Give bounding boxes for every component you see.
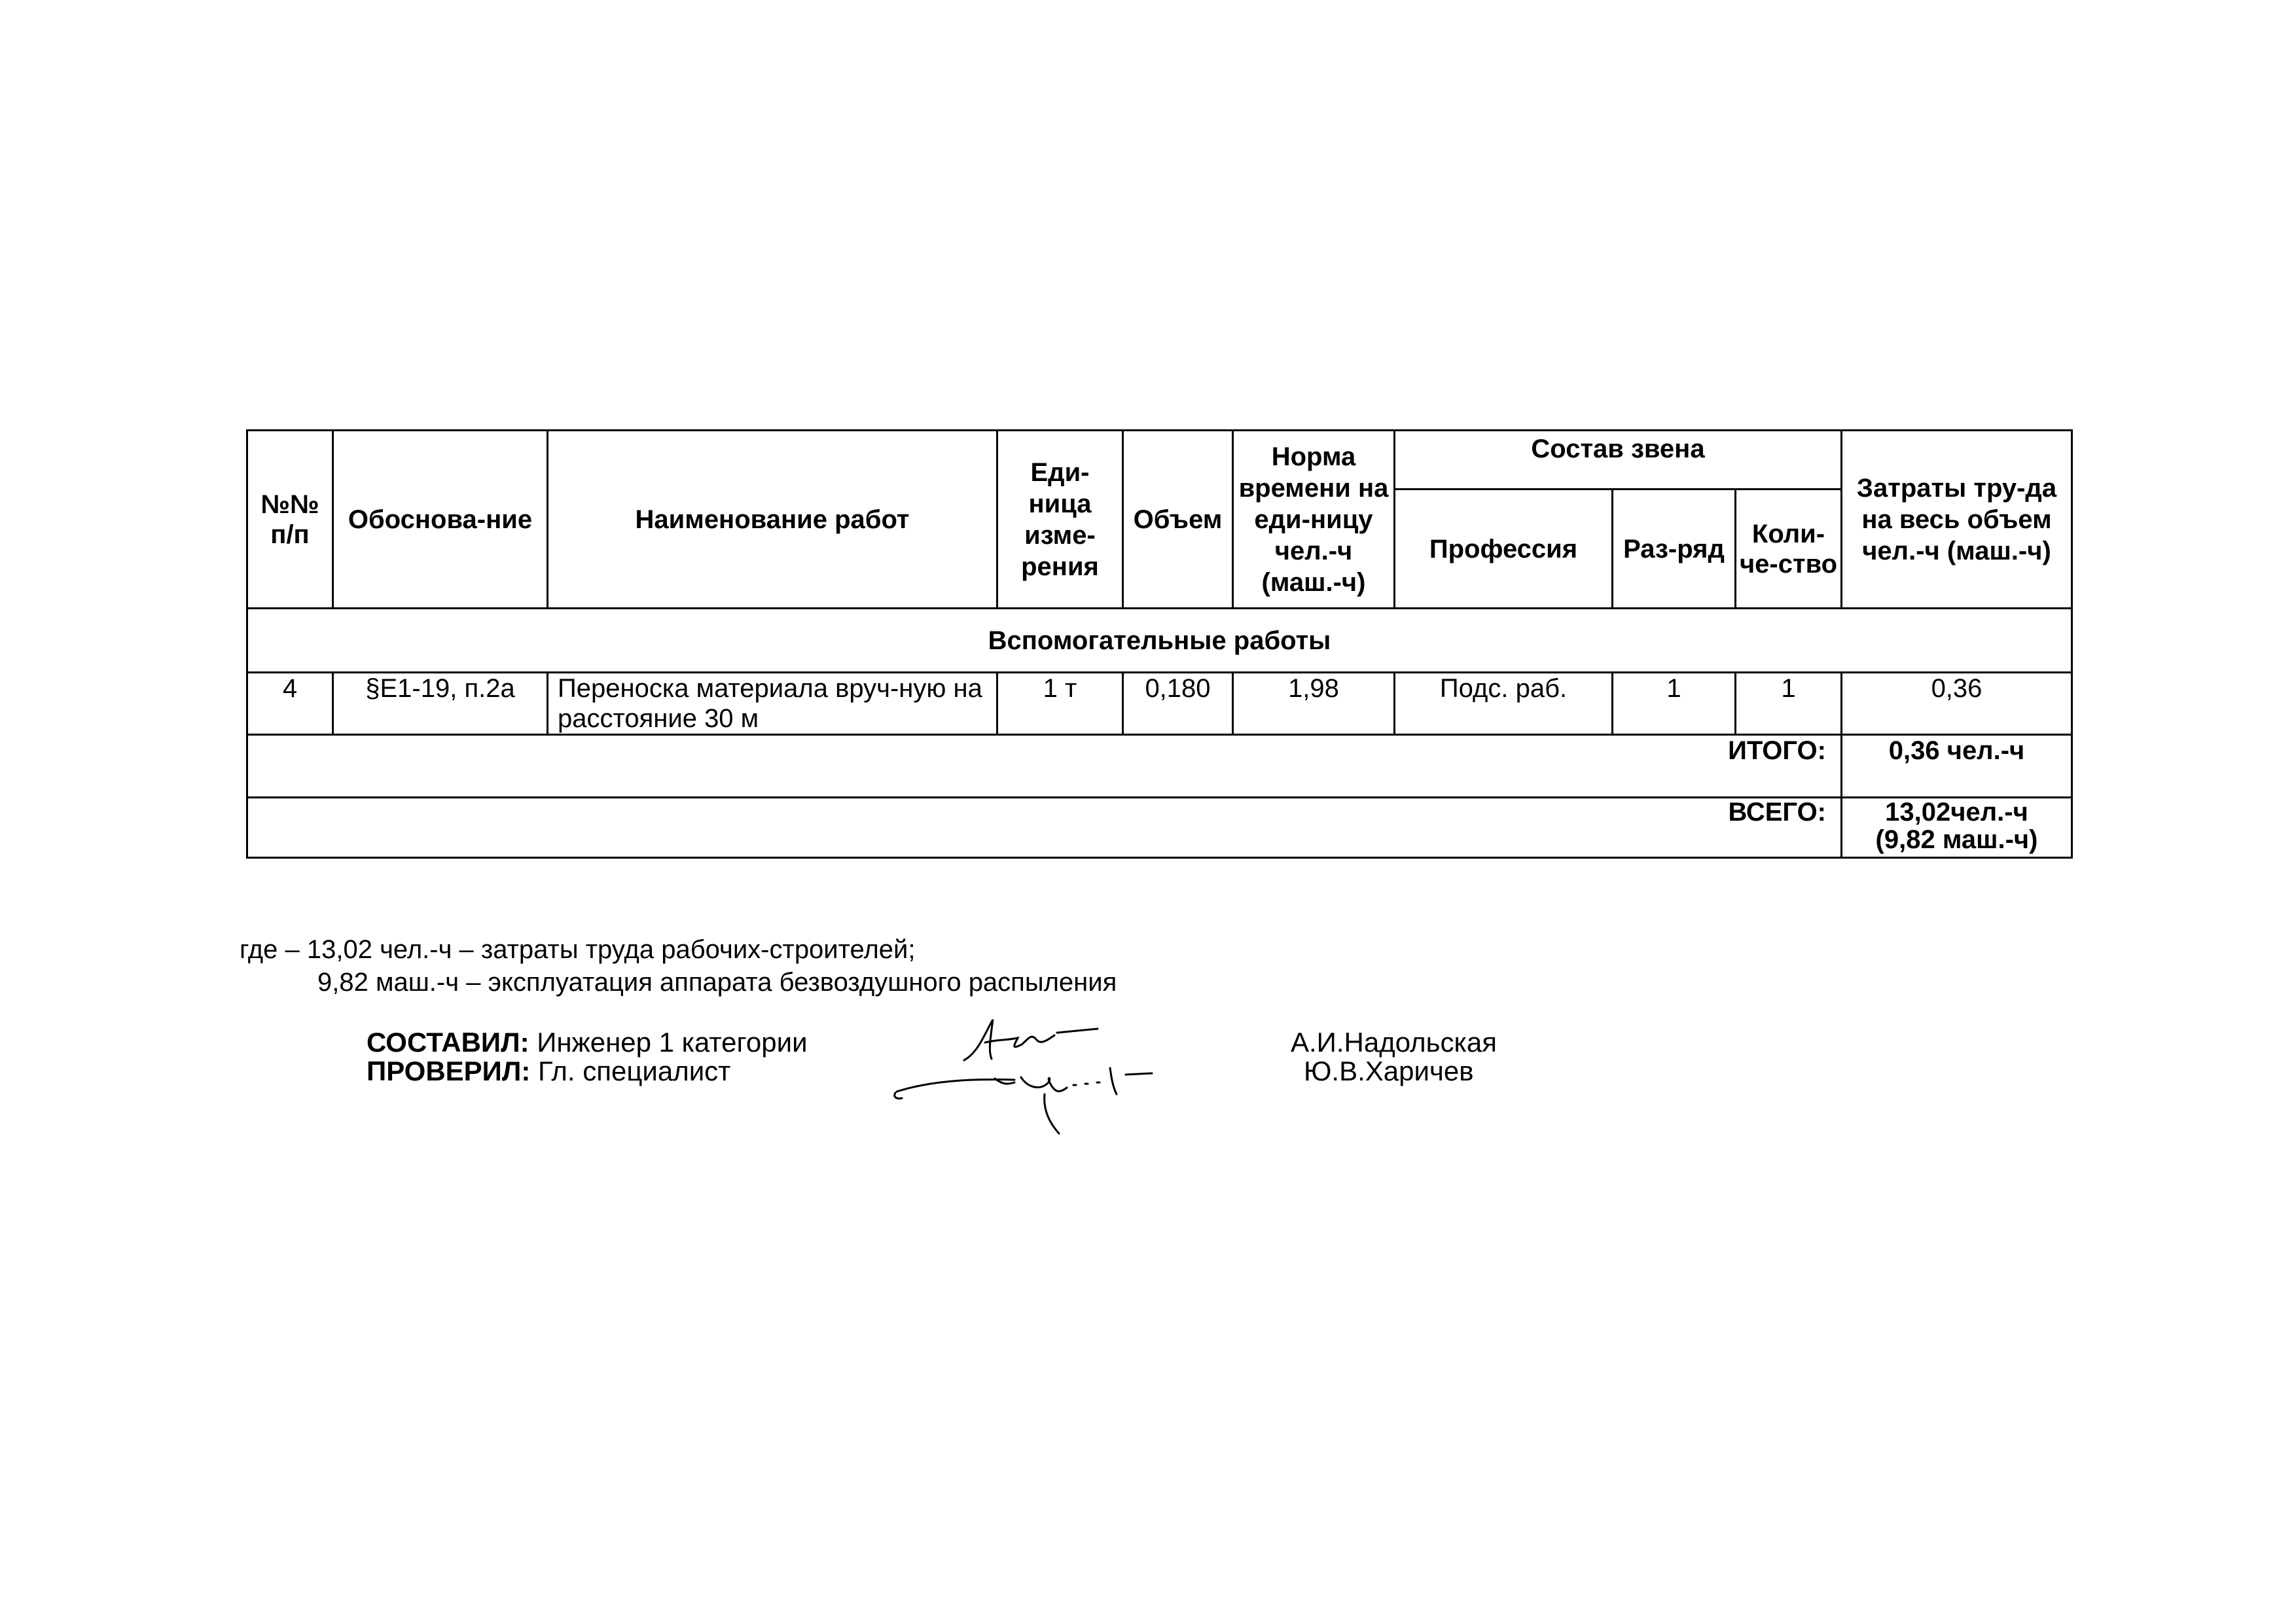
compiled-by-line: [367, 1027, 808, 1058]
header-labor: Затраты тру-да на весь объем чел.-ч (маш.-ч): [1842, 431, 2072, 609]
checked-by-role: Гл. специалист: [538, 1056, 731, 1086]
grand-total-value: [1842, 798, 2072, 858]
labor-cost-table: [246, 429, 2073, 859]
header-grade: Раз-ряд: [1613, 490, 1736, 609]
note-line-1: где – 13,02 чел.-ч – затраты труда рабочих-строителей;: [240, 935, 916, 964]
cell-basis: §Е1-19, п.2а: [333, 673, 548, 735]
grand-total-machine-hours: (9,82 маш.-ч): [1875, 825, 2038, 854]
cell-grade: 1: [1613, 673, 1736, 735]
header-basis: Обоснова-ние: [333, 431, 548, 609]
cell-count: 1: [1736, 673, 1842, 735]
header-profession: Профессия: [1395, 490, 1613, 609]
checked-by-label: ПРОВЕРИЛ:: [367, 1056, 531, 1086]
total-label: ИТОГО:: [247, 735, 1842, 798]
note-line-2: 9,82 маш.-ч – эксплуатация аппарата безвоздушного распыления: [317, 968, 1117, 997]
compiled-by-label: СОСТАВИЛ:: [367, 1027, 529, 1058]
compiled-by-name: А.И.Надольская: [1291, 1027, 1497, 1058]
compiled-by-role: Инженер 1 категории: [537, 1027, 808, 1058]
checked-by-line: [367, 1056, 730, 1086]
cell-num: 4: [247, 673, 333, 735]
checked-by-name: Ю.В.Харичев: [1304, 1056, 1474, 1086]
header-count: Коли-че-ство: [1736, 490, 1842, 609]
checked-signature: [890, 1055, 1217, 1147]
grand-total-label: ВСЕГО:: [247, 798, 1842, 858]
grand-total-man-hours: 13,02чел.-ч: [1885, 798, 2028, 827]
cell-volume: 0,180: [1123, 673, 1233, 735]
header-crew: Состав звена: [1395, 431, 1842, 490]
section-title: Вспомогательные работы: [247, 609, 2072, 673]
cell-profession: Подс. раб.: [1395, 673, 1613, 735]
cell-labor: 0,36: [1842, 673, 2072, 735]
table-row: [247, 673, 2072, 735]
header-unit: Еди-ница изме-рения: [997, 431, 1123, 609]
cell-norm: 1,98: [1233, 673, 1395, 735]
header-num: №№ п/п: [247, 431, 333, 609]
cell-unit: 1 т: [997, 673, 1123, 735]
cell-name: Переноска материала вруч-ную на расстояние 30 м: [548, 673, 997, 735]
total-value: 0,36 чел.-ч: [1842, 735, 2072, 798]
header-volume: Объем: [1123, 431, 1233, 609]
header-name: Наименование работ: [548, 431, 997, 609]
header-norm: Норма времени на еди-ницу чел.-ч (маш.-ч): [1233, 431, 1395, 609]
